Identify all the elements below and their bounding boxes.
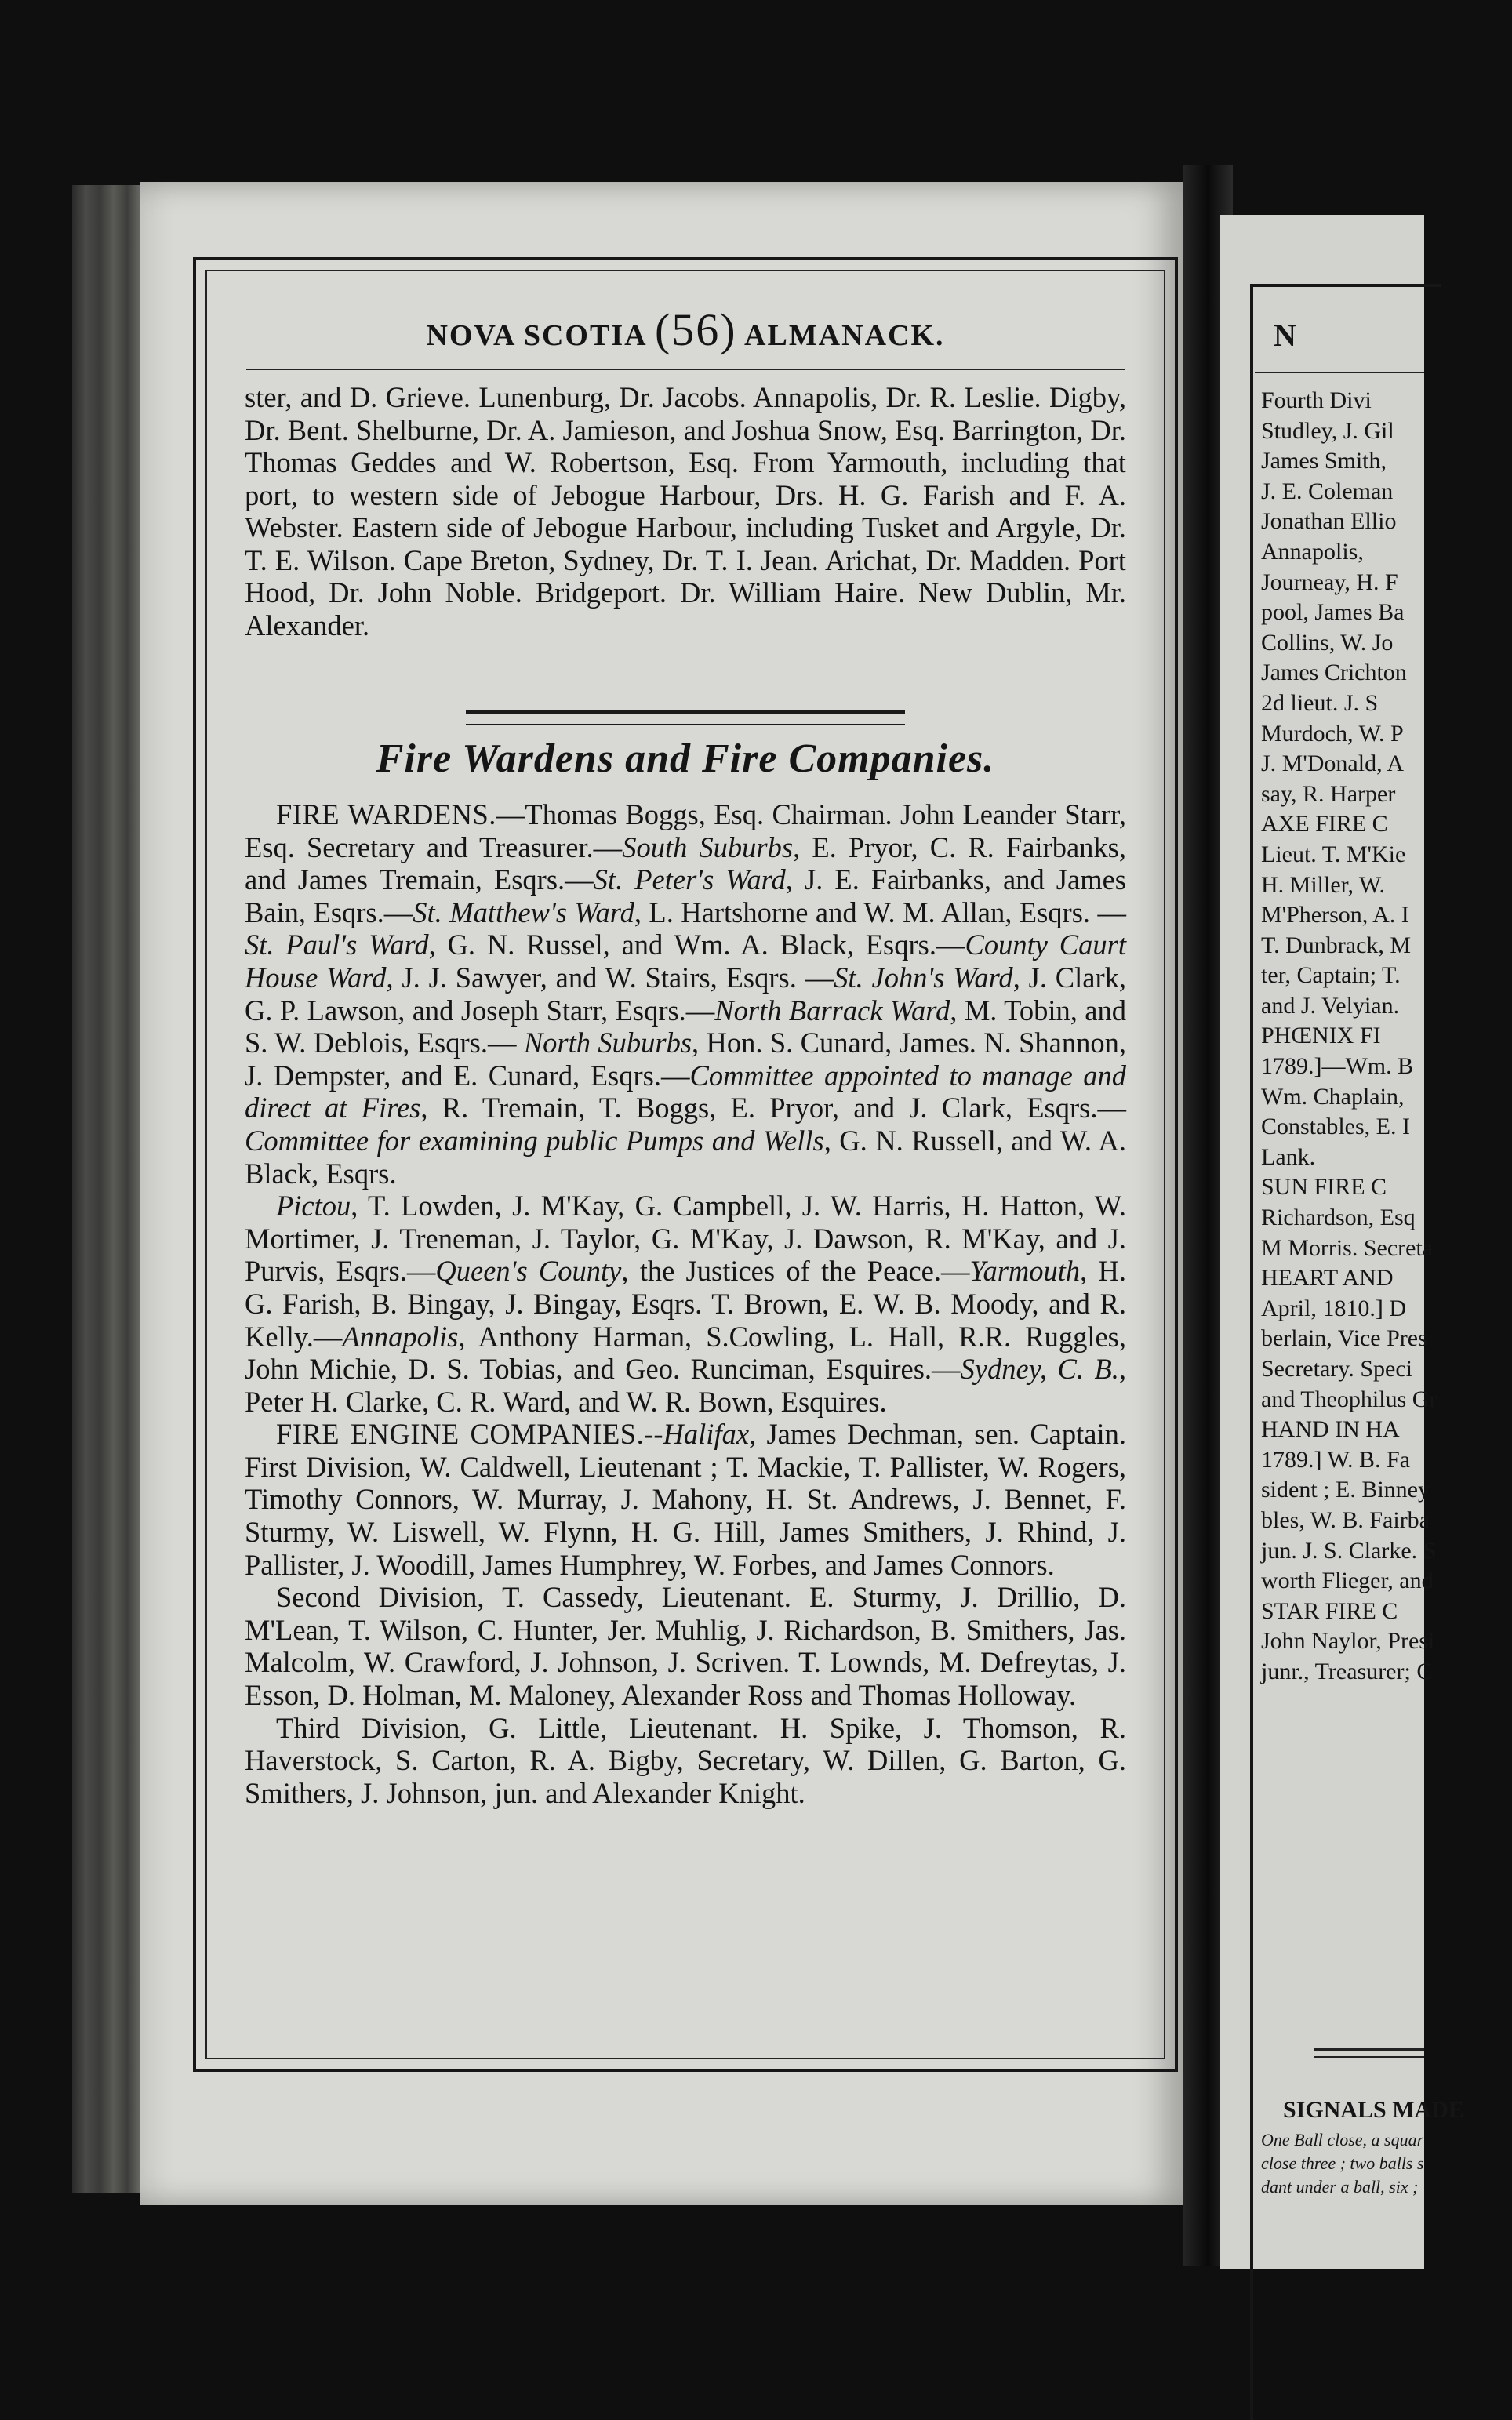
engine-dash: -- xyxy=(644,1418,663,1451)
facing-page-line: worth Flieger, and xyxy=(1261,1568,1434,1594)
engine-paragraph xyxy=(245,1418,1126,1581)
facing-page-line: junr., Treasurer; C xyxy=(1261,1658,1433,1684)
facing-page-line: HAND IN HA xyxy=(1261,1416,1400,1443)
facing-page-line: Collins, W. Jo xyxy=(1261,629,1394,656)
sydney-label: Sydney, C. B. xyxy=(960,1353,1119,1386)
signals-line: dant under a ball, six ; xyxy=(1261,2177,1419,2197)
facing-page-line: HEART AND xyxy=(1261,1265,1394,1292)
facing-page-line: Fourth Divi xyxy=(1261,387,1372,413)
facing-page-line: Studley, J. Gil xyxy=(1261,417,1394,444)
facing-page-line: ter, Captain; T. xyxy=(1261,962,1401,989)
north-suburbs-label: North Suburbs xyxy=(523,1027,692,1059)
facing-page-line: berlain, Vice Pres xyxy=(1261,1325,1427,1352)
st-matthews-text: , L. Hartshorne and W. M. Allan, Esqrs. — xyxy=(634,896,1126,928)
queens-text: , the Justices of the Peace.— xyxy=(621,1255,970,1288)
page-frame xyxy=(193,257,1178,2072)
facing-page-line: PHŒNIX FI xyxy=(1261,1023,1381,1049)
facing-page-line: STAR FIRE C xyxy=(1261,1597,1398,1624)
committee-pumps-label: Committee for examining public Pumps and Wells xyxy=(245,1124,824,1157)
facing-page-line: J. M'Donald, A xyxy=(1261,750,1405,777)
page-number: (56) xyxy=(654,304,737,355)
facing-page-line: James Crichton xyxy=(1261,660,1407,686)
third-division-paragraph: Third Division, G. Little, Lieutenant. H. Spike, J. Thomson, R. Haverstock, S. Carton, R. A. Bigby, Secretary, W. Dillen, G. Barton, G. Smithers, J. Johnson, jun. and Alexander Knight. xyxy=(245,1711,1126,1809)
facing-page-line: Wm. Chaplain, xyxy=(1261,1083,1405,1110)
county-court-text: , J. J. Sawyer, and W. Stairs, Esqrs. — xyxy=(386,961,834,994)
halifax-label: Halifax xyxy=(663,1418,750,1451)
facing-page-line: and J. Velyian. xyxy=(1261,992,1400,1019)
facing-page-line: 2d lieut. J. S xyxy=(1261,689,1379,716)
facing-page-line: SUN FIRE C xyxy=(1261,1174,1387,1201)
st-johns-text: , J. Clark, G. P. Lawson, and Joseph Starr, Esqrs.— xyxy=(245,961,1126,1027)
book-edge xyxy=(72,185,141,2193)
pictou-label: Pictou xyxy=(276,1190,351,1223)
facing-page-line: James Smith, xyxy=(1261,448,1387,474)
facing-page-line: Constables, E. I xyxy=(1261,1114,1410,1140)
facing-page-line: April, 1810.] D xyxy=(1261,1295,1406,1321)
committee-fires-text: , R. Tremain, T. Boggs, E. Pryor, and J. Clark, Esqrs.— xyxy=(420,1092,1126,1125)
facing-page-line: M Morris. Secreta xyxy=(1261,1234,1434,1261)
st-peters-label: St. Peter's Ward xyxy=(593,863,786,896)
south-suburbs-label: South Suburbs xyxy=(622,830,794,863)
wardens-label: FIRE WARDENS. xyxy=(276,798,496,830)
annapolis-label: Annapolis xyxy=(342,1320,459,1353)
committee-fires-label: Committee appointed to manage and direct at Fires xyxy=(245,1059,1126,1125)
committee-pumps-text: , G. N. Russell, and W. A. Black, Esqrs. xyxy=(245,1124,1126,1190)
sydney-text: , Peter H. Clarke, C. R. Ward, and W. R. Bown, Esquires. xyxy=(245,1353,1126,1418)
page-frame-inner xyxy=(205,270,1165,2059)
facing-page-line: Jonathan Ellio xyxy=(1261,508,1397,535)
intro-paragraph xyxy=(245,381,1126,641)
north-barrack-label: North Barrack Ward xyxy=(714,994,950,1027)
yarmouth-label: Yarmouth xyxy=(969,1255,1081,1288)
facing-page-line: Journeay, H. F xyxy=(1261,569,1398,595)
facing-page-line: Lieut. T. M'Kie xyxy=(1261,841,1406,867)
fire-section-body xyxy=(245,798,1126,1809)
facing-page-line: bles, W. B. Fairba xyxy=(1261,1506,1430,1533)
facing-page-line: sident ; E. Binney xyxy=(1261,1477,1430,1503)
facing-page-line: 1789.]—Wm. B xyxy=(1261,1053,1414,1080)
queens-label: Queen's County xyxy=(435,1255,622,1288)
section-divider xyxy=(466,710,905,725)
st-pauls-label: St. Paul's Ward xyxy=(245,928,429,961)
signals-line: One Ball close, a squar xyxy=(1261,2130,1424,2149)
facing-page xyxy=(1220,215,1464,2269)
wardens-text: —Thomas Boggs, Esq. Chairman. John Leander Starr, Esq. Secretary and Treasurer.— xyxy=(245,798,1126,863)
county-court-label: County Caurt House Ward xyxy=(245,928,1126,994)
second-division-paragraph: Second Division, T. Cassedy, Lieutenant. E. Sturmy, J. Drillio, D. M'Lean, T. Wilson, C. Hunter, Jer. Muhlig, J. Richardson, B. Smithers, Jas. Malcolm, W. Crawford, J. Johnson, J. Scriven. T. Lownds, M. Defreytas, J. Esson, D. Holman, M. Maloney, Alexander Ross and Thomas Holloway. xyxy=(245,1581,1126,1712)
st-peters-text: , J. E. Fairbanks, and James Bain, Esqrs.— xyxy=(245,863,1126,928)
facing-page-line: jun. J. S. Clarke. S xyxy=(1261,1537,1437,1564)
annapolis-text: , Anthony Harman, S.Cowling, L. Hall, R.R. Ruggles, John Michie, D. S. Tobias, and Geo. Runciman, Esquires.— xyxy=(245,1320,1126,1386)
facing-page-line: J. E. Coleman xyxy=(1261,478,1394,504)
facing-page-line: Secretary. Speci xyxy=(1261,1356,1412,1382)
facing-page-line: Murdoch, W. P xyxy=(1261,720,1404,747)
yarmouth-text: , H. G. Farish, B. Bingay, J. Bingay, Esqrs. T. Brown, E. W. B. Moody, and R. Kelly.— xyxy=(245,1255,1127,1353)
county-wardens-paragraph xyxy=(245,1190,1126,1418)
facing-page-line: Richardson, Esq xyxy=(1261,1205,1416,1231)
st-johns-label: St. John's Ward xyxy=(834,961,1013,994)
facing-page-line: John Naylor, Presi xyxy=(1261,1628,1435,1655)
facing-page-line: say, R. Harper xyxy=(1261,780,1396,807)
north-suburbs-text: , Hon. S. Cunard, James. N. Shannon, J. Dempster, and E. Cunard, Esqrs.— xyxy=(245,1027,1126,1092)
st-pauls-text: , G. N. Russel, and Wm. A. Black, Esqrs.— xyxy=(428,928,965,961)
facing-page-lines xyxy=(1261,386,1512,1688)
facing-page-line: 1789.] W. B. Fa xyxy=(1261,1446,1411,1473)
running-header xyxy=(207,303,1164,358)
facing-page-divider xyxy=(1314,2048,1424,2058)
header-left: NOVA SCOTIA xyxy=(426,319,646,352)
st-matthews-label: St. Matthew's Ward xyxy=(413,896,634,928)
facing-page-line: T. Dunbrack, M xyxy=(1261,932,1412,958)
engine-label: FIRE ENGINE COMPANIES. xyxy=(276,1418,645,1451)
facing-page-line: Annapolis, xyxy=(1261,538,1364,565)
facing-page-line: M'Pherson, A. I xyxy=(1261,902,1409,928)
facing-page-line: AXE FIRE C xyxy=(1261,811,1388,838)
south-suburbs-text: , E. Pryor, C. R. Fairbanks, and James Tremain, Esqrs.— xyxy=(245,830,1126,896)
signals-lines xyxy=(1261,2128,1424,2199)
facing-page-line: Lank. xyxy=(1261,1143,1316,1170)
engine-text: , James Dechman, sen. Captain. First Division, W. Caldwell, Lieutenant ; T. Mackie, T. Pallister, W. Rogers, Timothy Connors, W. Murray, J. Mahony, H. St. Andrews, J. Bennet, F. Sturmy, W. Liswell, W. Flynn, H. G. Hill, James Smithers, J. Rhind, J. Pallister, J. Woodill, James Humphrey, W. Forbes, and James Connors. xyxy=(245,1418,1126,1581)
facing-page-line: and Theophilus Gr xyxy=(1261,1386,1437,1412)
signals-heading: SIGNALS MADE xyxy=(1283,2097,1464,2123)
facing-page-rule xyxy=(1255,372,1424,373)
facing-page-line: pool, James Ba xyxy=(1261,599,1405,626)
signals-line: close three ; two balls s xyxy=(1261,2153,1424,2173)
header-rule xyxy=(246,369,1125,370)
wardens-paragraph xyxy=(245,798,1126,1190)
north-barrack-text: , M. Tobin, and S. W. Deblois, Esqrs.— xyxy=(245,994,1126,1059)
facing-page-header: N xyxy=(1274,318,1296,353)
pictou-text: , T. Lowden, J. M'Kay, G. Campbell, J. W. Harris, H. Hatton, W. Mortimer, J. Treneman, J. Taylor, G. M'Kay, J. Dawson, R. M'Kay, and J. Purvis, Esqrs.— xyxy=(245,1190,1126,1288)
header-right: ALMANACK. xyxy=(744,319,945,352)
intro-text: ster, and D. Grieve. Lunenburg, Dr. Jacobs. Annapolis, Dr. R. Leslie. Digby, Dr. Bent. Shelburne, Dr. A. Jamieson, and Joshua Snow, Esq. Barrington, Dr. Thomas Geddes and W. Robertson, Esq. From Yarmouth, including that port, to western side of Jebogue Harbour, Drs. H. G. Farish and F. A. Webster. Eastern side of Jebogue Harbour, including Tusket and Argyle, Dr. T. E. Wilson. Cape Breton, Sydney, Dr. T. I. Jean. Arichat, Dr. Madden. Port Hood, Dr. John Noble. Bridgeport. Dr. William Haire. New Dublin, Mr. Alexander. xyxy=(245,381,1126,641)
section-heading: Fire Wardens and Fire Companies. xyxy=(376,736,995,781)
facing-page-line: H. Miller, W. xyxy=(1261,871,1385,898)
